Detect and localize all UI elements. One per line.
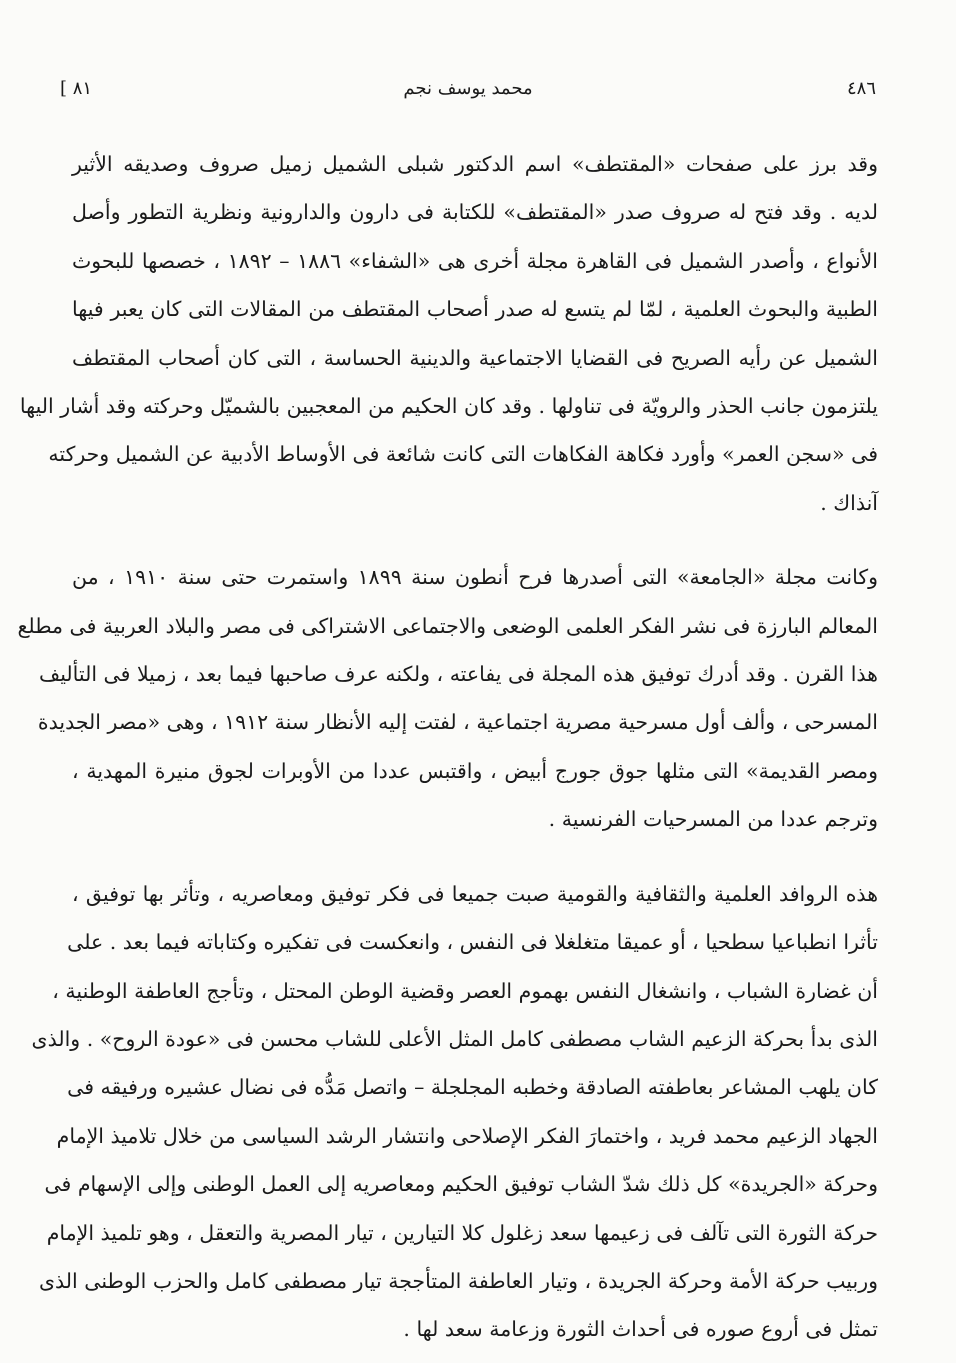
text-line: لديه . وقد فتح له صروف صدر «المقتطف» للكتابة فى دارون والدارونية ونظرية التطور وأصل <box>72 200 878 225</box>
chapter-ref: ٨١ ] <box>60 78 93 99</box>
paragraph <box>17 553 878 843</box>
text-line: آنذاك . <box>820 490 878 515</box>
text-line: تمثل فى أروع صوره فى أحداث الثورة وزعامة سعد لها . <box>403 1317 878 1342</box>
page-number: ٤٨٦ <box>846 78 876 99</box>
text-line: الجهاد الزعيم محمد فريد ، واختمارَ الفكر الإصلاحى وانتشار الرشد السياسى من خلال تلاميذ الإمام <box>56 1123 878 1148</box>
text-line: وربيب حركة الأمة وحركة الجريدة ، وتيار العاطفة المتأججة تيار مصطفى كامل والحزب الوطنى الذى <box>38 1268 878 1293</box>
running-header <box>60 78 876 108</box>
page-body <box>17 140 878 1354</box>
text-line: وكانت مجلة «الجامعة» التى أصدرها فرح أنطون سنة ١٨٩٩ واستمرت حتى سنة ١٩١٠ ، من <box>72 565 878 590</box>
text-line: أن غضارة الشباب ، وانشغال النفس بهموم العصر وقضية الوطن المحتل ، وتأجج العاطفة الوطنية ، <box>52 978 878 1003</box>
text-line: وقد برز على صفحات «المقتطف» اسم الدكتور شبلى الشميل زميل صروف وصديقه الأثير <box>72 152 878 176</box>
text-line: المعالم البارزة فى نشر الفكر العلمى الوضعى والاجتماعى الاشتراكى فى مصر والبلاد العربية فى مطلع <box>17 613 878 638</box>
text-line: الشميل عن رأيه الصريح فى القضايا الاجتماعية والدينية الحساسة ، التى كان أصحاب المقتطف <box>72 345 878 370</box>
text-line: المسرحى ، وألف أول مسرحية مصرية اجتماعية ، لفتت إليه الأنظار سنة ١٩١٢ ، وهى «مصر الجديدة <box>37 710 878 735</box>
text-line: وحركة «الجريدة» كل ذلك شدّ الشاب توفيق الحكيم ومعاصريه إلى العمل الوطنى وإلى الإسهام فى <box>44 1172 878 1197</box>
paragraph <box>19 140 878 527</box>
text-line: الذى بدأ بحركة الزعيم الشاب مصطفى كامل المثل الأعلى للشاب محسن فى «عودة الروح» . والذى <box>31 1026 878 1051</box>
text-line: حركة الثورة التى تآلف فى زعيمها سعد زغلول كلا التيارين ، تيار المصرية والتعقل ، وهو تلميذ الإمام <box>46 1220 878 1245</box>
paragraph <box>31 870 878 1354</box>
running-head-author: محمد يوسف نجم <box>403 78 533 99</box>
text-line: الطبية والبحوث العلمية ، لمّا لم يتسع له صدر أصحاب المقتطف من المقالات التى كان يعبر فيها <box>72 297 878 322</box>
text-line: الأنواع ، وأصدر الشميل فى القاهرة مجلة أخرى هى «الشفاء» ١٨٨٦ – ١٨٩٢ ، خصصها للبحوث <box>72 248 878 273</box>
text-line: كان يلهب المشاعر بعاطفته الصادقة وخطبه المجلجلة – واتصل مَدُّه فى نضال عشيره ورفيقه فى <box>67 1075 878 1100</box>
text-line: فى «سجن العمر» وأورد فكاهة الفكاهات التى كانت شائعة فى الأوساط الأدبية عن الشميل وحركته <box>48 442 878 467</box>
text-line: تأثرا انطباعيا سطحيا ، أو عميقا متغلغلا فى النفس ، وانعكست فى تفكيره وكتاباته فيما بعد . على <box>67 930 878 955</box>
text-line: هذا القرن . وقد أدرك توفيق هذه المجلة فى يفاعته ، ولكنه عرف صاحبها فيما بعد ، زميلا فى التأليف <box>39 662 878 687</box>
text-line: يلتزمون جانب الحذر والرويّة فى تناولها . وقد كان الحكيم من المعجبين بالشميّل وحركته وقد أشار اليها <box>19 394 878 419</box>
text-line: هذه الروافد العلمية والثقافية والقومية صبت جميعا فى فكر توفيق ومعاصريه ، وتأثر بها توفيق ، <box>72 881 878 906</box>
text-line: ومصر القديمة» التى مثلها جوق جورج أبيض ، واقتبس عددا من الأوبرات لجوق منيرة المهدية ، <box>72 758 878 783</box>
text-line: وترجم عددا من المسرحيات الفرنسية . <box>548 807 878 832</box>
